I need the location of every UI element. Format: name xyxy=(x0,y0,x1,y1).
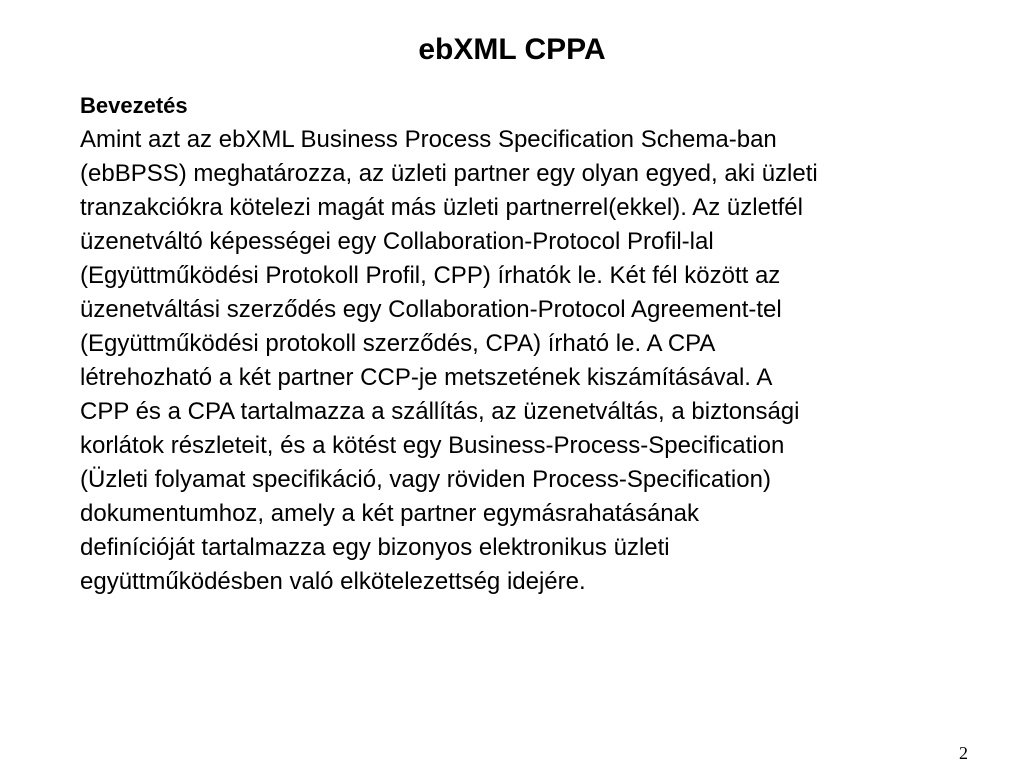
body-line: (ebBPSS) meghatározza, az üzleti partner egy olyan egyed, aki üzleti xyxy=(80,160,818,187)
body-line: (Együttműködési Protokoll Profil, CPP) írhatók le. Két fél között az xyxy=(80,262,781,289)
slide-content xyxy=(80,92,960,599)
slide-title: ebXML CPPA xyxy=(418,33,606,66)
body-line: korlátok részleteit, és a kötést egy Business-Process-Specification xyxy=(80,432,785,459)
body-line: (Együttműködési protokoll szerződés, CPA) írható le. A CPA xyxy=(80,330,716,357)
body-text xyxy=(80,123,960,599)
page-number: 2 xyxy=(959,743,968,763)
section-heading: Bevezetés xyxy=(80,93,188,118)
body-line: dokumentumhoz, amely a két partner egymásrahatásának xyxy=(80,500,699,527)
body-line: üzenetváltási szerződés egy Collaboration-Protocol Agreement-tel xyxy=(80,296,782,323)
body-line: Amint azt az ebXML Business Process Specification Schema-ban xyxy=(80,126,777,153)
body-line: CPP és a CPA tartalmazza a szállítás, az üzenetváltás, a biztonsági xyxy=(80,398,800,425)
body-line: definícióját tartalmazza egy bizonyos elektronikus üzleti xyxy=(80,534,670,561)
body-line: üzenetváltó képességei egy Collaboration-Protocol Profil-lal xyxy=(80,228,714,255)
body-line: (Üzleti folyamat specifikáció, vagy röviden Process-Specification) xyxy=(80,466,771,493)
body-line: tranzakciókra kötelezi magát más üzleti partnerrel(ekkel). Az üzletfél xyxy=(80,194,803,221)
body-line: létrehozható a két partner CCP-je metszetének kiszámításával. A xyxy=(80,364,773,391)
body-line: együttműködésben való elkötelezettség idejére. xyxy=(80,568,586,595)
